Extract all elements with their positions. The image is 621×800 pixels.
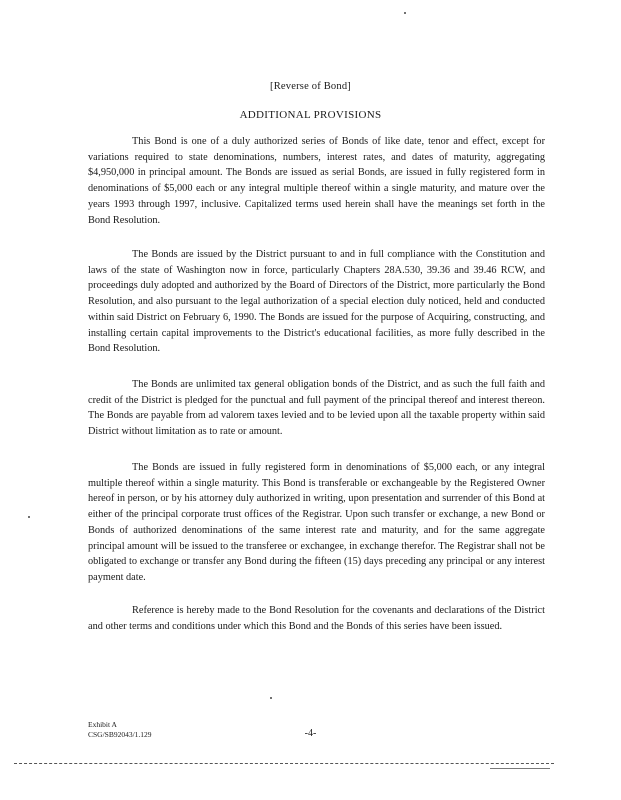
scan-speck: [404, 12, 406, 14]
scan-artifact-line-short: [490, 768, 550, 769]
paragraph-issuance-authority: The Bonds are issued by the District pursuant to and in full compliance with the Constitution and laws of the state of Washington now in force, particularly Chapters 28A.530, 39.36 and 39.46 RCW, and proceedings duly adopted and authorized by the Board of Directors of the District, more particularly the Bond Resolution, and also pursuant to the legal authorization of a special election duly noticed, held and conducted within said District on February 6, 1990. The Bonds are issued for the purpose of Acquiring, constructing, and installing certain capital improvements to the District's educational facilities, as more fully described in the Bond Resolution.: [88, 249, 545, 355]
footer-document-code: CSG/SB92043/1.129: [88, 730, 152, 739]
scan-speck: [270, 697, 272, 699]
scan-speck: [28, 516, 30, 518]
scan-artifact-line: [14, 763, 554, 764]
paragraph-reference-resolution: Reference is hereby made to the Bond Resolution for the covenants and declarations of the District and other terms and conditions under which this Bond and the Bonds of this series have been issued.: [88, 605, 545, 632]
paragraph-registration-transfer: The Bonds are issued in fully registered form in denominations of $5,000 each, or any integral multiple thereof within a single maturity. This Bond is transferable or exchangeable by the Registered Owner hereof in person, or by his attorney duly authorized in writing, upon presentation and surrender of this Bond at either of the principal corporate trust offices of the Registrar. Upon such transfer or exchange, a new Bond or Bonds of authorized denominations of the same interest rate and maturity, and for the same aggregate principal amount will be issued to the transferee or exchangee, in exchange therefor. The Registrar shall not be obligated to exchange or transfer any Bond during the fifteen (15) days preceding any principal or any interest payment date.: [88, 462, 545, 583]
paragraph-series-description: This Bond is one of a duly authorized series of Bonds of like date, tenor and effect, except for variations required to state denominations, numbers, interest rates, and dates of maturity, aggregating $4,950,000 in principal amount. The Bonds are issued as serial Bonds, are issued in fully registered form in denominations of $5,000 each or any integral multiple thereof within a single maturity, and mature over the years 1993 through 1997, inclusive. Capitalized terms used herein shall have the meanings set forth in the Bond Resolution.: [88, 136, 545, 226]
paragraph-general-obligation: The Bonds are unlimited tax general obligation bonds of the District, and as such the full faith and credit of the District is pledged for the punctual and full payment of the principal thereof and interest thereon. The Bonds are payable from ad valorem taxes levied and to be levied upon all the taxable property within said District without limitation as to rate or amount.: [88, 379, 545, 438]
footer-exhibit-label: Exhibit A: [88, 720, 117, 729]
reverse-of-bond-heading: [Reverse of Bond]: [270, 81, 351, 92]
page-number: -4-: [304, 728, 317, 739]
additional-provisions-title: ADDITIONAL PROVISIONS: [239, 109, 382, 121]
